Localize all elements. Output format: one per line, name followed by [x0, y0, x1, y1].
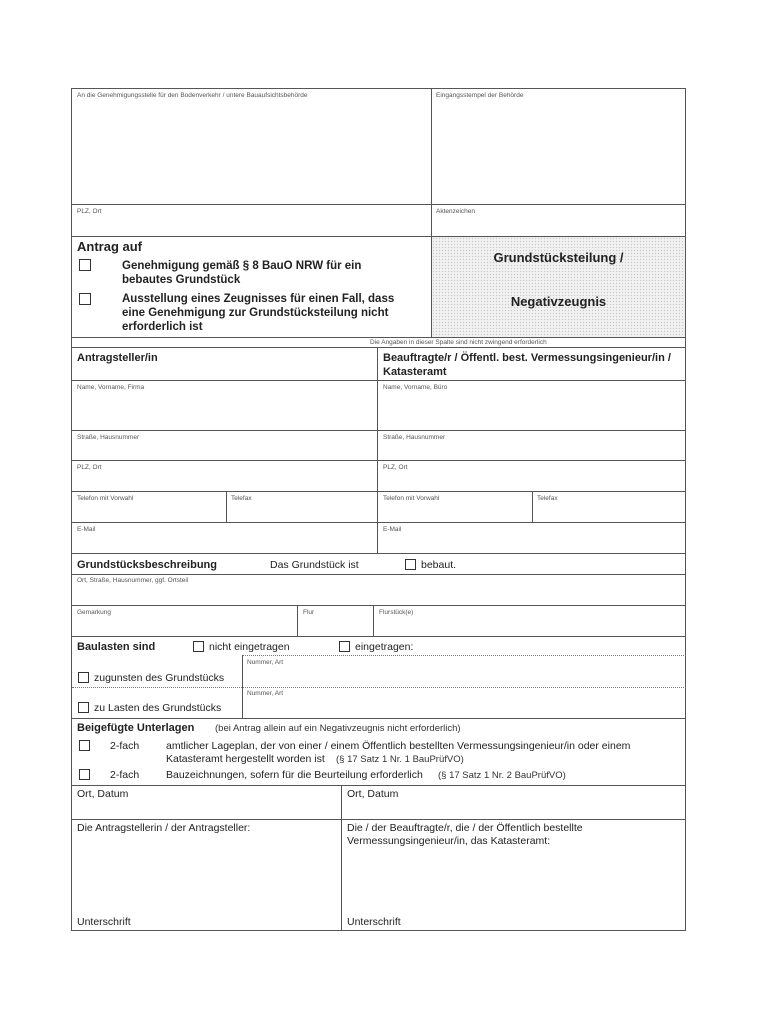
zugunsten-checkbox[interactable] [78, 672, 89, 683]
option2-line2: eine Genehmigung zur Grundstücksteilung nicht [122, 307, 389, 319]
burden-number-field[interactable] [243, 698, 685, 717]
applicant-plz-field[interactable] [72, 471, 376, 490]
bebaut-checkbox[interactable] [405, 559, 416, 570]
option1-line1: Genehmigung gemäß § 8 BauO NRW für ein [122, 260, 362, 272]
lageplan-line1: amtlicher Lageplan, der von einer / einem Öffentlich bestellten Vermessungsingenieur/in oder einem [166, 740, 631, 752]
agent-plz-label: PLZ, Ort [383, 464, 408, 471]
stamp-label: Eingangsstempel der Behörde [436, 92, 524, 99]
nicht-eingetragen-label: nicht eingetragen [209, 641, 290, 653]
baulasten-dotted-rule-2 [72, 687, 686, 688]
side-title-1: Grundstücksteilung / [493, 250, 624, 265]
right-signature-title-line2: Vermessungsingenieur/in, das Katasteramt: [347, 835, 551, 847]
applicant-street-field[interactable] [72, 441, 376, 459]
signature-mid-rule [71, 819, 686, 820]
option2-line3: erforderlich ist [122, 321, 203, 333]
applicant-name-field[interactable] [72, 392, 376, 429]
baulasten-dotted-rule-1 [243, 655, 686, 656]
right-signature-title-line1: Die / der Beauftragte/r, die / der Öffentlich bestellte [347, 822, 583, 834]
agent-fax-field[interactable] [533, 502, 685, 521]
bauzeichnungen-count: 2-fach [110, 769, 140, 781]
applicant-fax-field[interactable] [227, 502, 376, 521]
bauzeichnungen-checkbox[interactable] [79, 769, 90, 780]
left-place-date-field[interactable] [72, 800, 340, 818]
agent-phone-label: Telefon mit Vorwahl [383, 495, 440, 502]
authority-field[interactable] [72, 100, 430, 203]
lageplan-reference: (§ 17 Satz 1 Nr. 1 BauPrüfVO) [336, 754, 464, 765]
zu-lasten-label: zu Lasten des Grundstücks [94, 702, 222, 714]
right-place-date-label: Ort, Datum [347, 788, 399, 800]
flur-label: Flur [303, 609, 315, 616]
agent-name-label: Name, Vorname, Büro [383, 384, 448, 391]
agent-plz-field[interactable] [378, 471, 685, 490]
location-field[interactable] [72, 585, 685, 604]
column-note: Die Angaben in dieser Spalte sind nicht zwingend erforderlich [370, 339, 547, 346]
property-rule-1 [71, 605, 686, 606]
left-signature-field[interactable] [72, 850, 340, 912]
applicant-fax-label: Telefax [231, 495, 252, 502]
eingetragen-label: eingetragen: [355, 641, 414, 653]
baulasten-title: Baulasten sind [77, 641, 156, 653]
lageplan-checkbox[interactable] [79, 740, 90, 751]
right-signature-label: Unterschrift [347, 916, 401, 928]
flurstueck-label: Flurstück(e) [379, 609, 414, 616]
signature-top-rule [71, 785, 686, 786]
lageplan-count: 2-fach [110, 740, 140, 752]
plz-ort-field[interactable] [72, 216, 430, 235]
agent-street-field[interactable] [378, 441, 685, 459]
flur-field[interactable] [298, 617, 372, 635]
left-signature-title: Die Antragstellerin / der Antragsteller: [77, 822, 251, 834]
property-bottom-rule [71, 636, 686, 637]
left-place-date-label: Ort, Datum [77, 788, 129, 800]
parties-header-rule [71, 380, 686, 381]
aktenzeichen-label: Aktenzeichen [436, 208, 476, 215]
left-signature-label: Unterschrift [77, 916, 131, 928]
zeugnis-checkbox[interactable] [79, 293, 91, 305]
zu-lasten-checkbox[interactable] [78, 702, 89, 713]
antrag-bottom-rule [71, 337, 686, 338]
parties-rule-4 [71, 522, 686, 523]
applicant-email-label: E-Mail [77, 526, 96, 533]
agent-fax-label: Telefax [537, 495, 558, 502]
number-type-label-2: Nummer, Art [247, 690, 284, 697]
aktenzeichen-field[interactable] [432, 216, 685, 235]
applicant-name-label: Name, Vorname, Firma [77, 384, 145, 391]
applicant-phone-label: Telefon mit Vorwahl [77, 495, 134, 502]
agent-title-line1: Beauftragte/r / Öffentl. best. Vermessungsingenieur/in / [383, 352, 671, 364]
parties-top-rule [71, 347, 686, 348]
location-label: Ort, Straße, Hausnummer, ggf. Ortsteil [77, 577, 189, 584]
header-rule [71, 204, 686, 205]
agent-email-label: E-Mail [383, 526, 402, 533]
parties-bottom-rule [71, 553, 686, 554]
header-divider [431, 88, 432, 236]
agent-phone-field[interactable] [378, 502, 531, 521]
option1-line2: bebautes Grundstück [122, 274, 241, 286]
side-title-2: Negativzeugnis [510, 294, 607, 309]
property-title: Grundstücksbeschreibung [77, 559, 217, 571]
baulasten-bottom-rule [71, 718, 686, 719]
right-signature-field[interactable] [342, 850, 685, 912]
agent-title-line2: Katasteramt [383, 366, 447, 378]
applicant-street-label: Straße, Hausnummer [77, 434, 140, 441]
genehmigung-checkbox[interactable] [79, 259, 91, 271]
applicant-title: Antragsteller/in [77, 352, 158, 364]
parties-rule-2 [71, 460, 686, 461]
lageplan-line2: Katasteramt hergestellt worden ist [166, 753, 325, 765]
plz-ort-label: PLZ, Ort [77, 208, 102, 215]
favor-number-field[interactable] [243, 667, 685, 686]
bauzeichnungen-reference: (§ 17 Satz 1 Nr. 2 BauPrüfVO) [438, 770, 566, 781]
applicant-phone-field[interactable] [72, 502, 225, 521]
nicht-eingetragen-checkbox[interactable] [193, 641, 204, 652]
zugunsten-label: zugunsten des Grundstücks [94, 672, 225, 684]
eingetragen-checkbox[interactable] [339, 641, 350, 652]
number-type-label-1: Nummer, Art [247, 659, 284, 666]
bauzeichnungen-text: Bauzeichnungen, sofern für die Beurteilung erforderlich [166, 769, 423, 781]
authority-label: An die Genehmigungsstelle für den Bodenverkehr / untere Bauaufsichtsbehörde [77, 92, 308, 99]
parties-rule-1 [71, 430, 686, 431]
attachments-title: Beigefügte Unterlagen [77, 722, 195, 734]
parties-rule-3 [71, 491, 686, 492]
attachments-note: (bei Antrag allein auf ein Negativzeugnis nicht erforderlich) [215, 723, 461, 734]
antrag-title: Antrag auf [77, 239, 142, 254]
property-status-label: Das Grundstück ist [270, 559, 359, 571]
agent-email-field[interactable] [378, 533, 685, 552]
right-place-date-field[interactable] [342, 800, 685, 818]
bebaut-label: bebaut. [421, 559, 457, 571]
option2-line1: Ausstellung eines Zeugnisses für einen Fall, dass [122, 293, 395, 305]
flurstueck-field[interactable] [374, 617, 685, 635]
applicant-email-field[interactable] [72, 533, 376, 552]
gemarkung-field[interactable] [72, 617, 296, 635]
agent-name-field[interactable] [378, 392, 685, 429]
gemarkung-label: Gemarkung [77, 609, 111, 616]
agent-street-label: Straße, Hausnummer [383, 434, 446, 441]
property-header-rule [71, 574, 686, 575]
applicant-plz-label: PLZ, Ort [77, 464, 102, 471]
